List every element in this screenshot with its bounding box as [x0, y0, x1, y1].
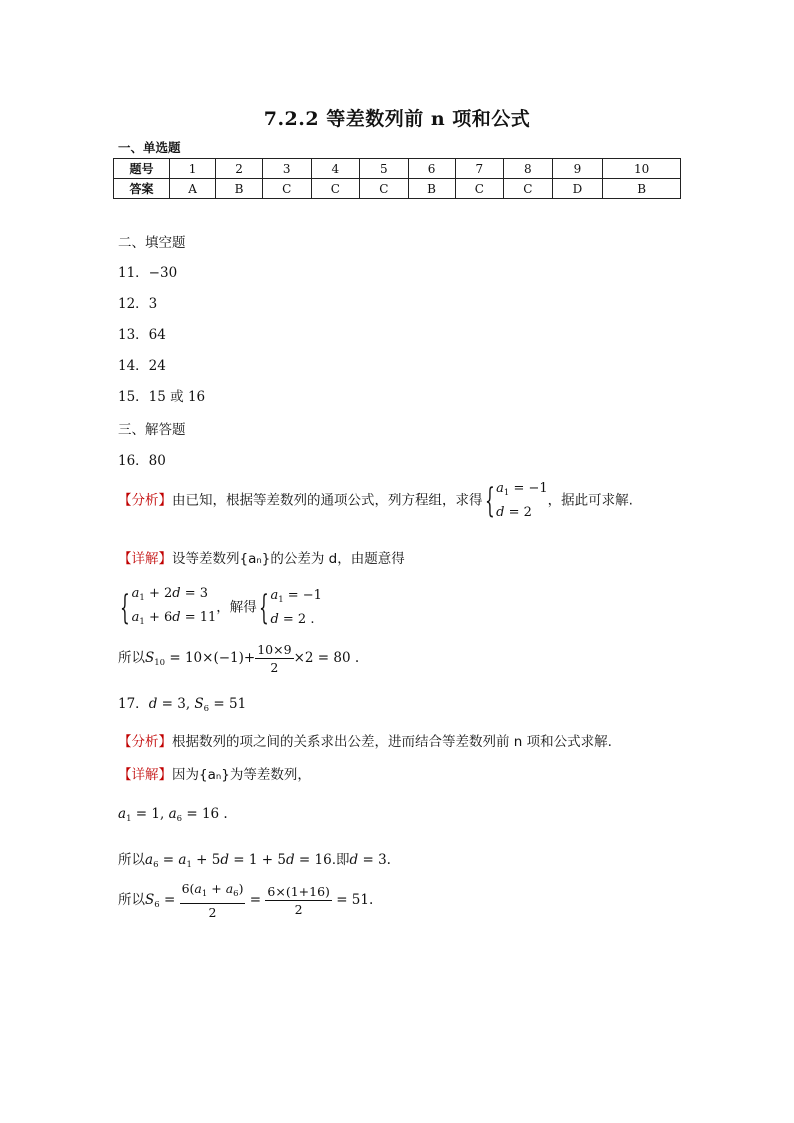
- table-cell: C: [311, 179, 360, 199]
- table-row-answers: [114, 179, 681, 199]
- analysis-tag: 【分析】: [118, 734, 172, 750]
- analysis-text: 根据数列的项之间的关系求出公差，进而结合等差数列前 n 项和公式求解.: [172, 734, 612, 750]
- table-cell: 6: [408, 159, 455, 179]
- table-cell: 4: [311, 159, 360, 179]
- q16-analysis: [118, 479, 633, 523]
- fraction: $\frac{6\times(1+16)}{2}$: [267, 884, 330, 917]
- table-cell: B: [216, 179, 263, 199]
- table-cell: 5: [360, 159, 409, 179]
- detail-tag: 【详解】: [118, 551, 172, 567]
- brace-icon: {: [484, 481, 495, 521]
- question-number: 17．: [118, 696, 149, 712]
- analysis-tag: 【分析】: [118, 492, 172, 509]
- equation-system: $a_1 = -1$ d = 2 .: [270, 588, 322, 627]
- section-heading-fill-blank: 二、填空题: [118, 235, 186, 251]
- q17-detail: [118, 763, 311, 783]
- brace-icon: {: [258, 588, 269, 628]
- detail-text: 因为{aₙ}为等差数列，: [172, 767, 311, 783]
- section-heading-single-choice: 一、单选题: [118, 140, 181, 155]
- q17-values: $a_1 = 1$, $a_6 = 16$ .: [118, 806, 228, 824]
- q17-sum: 所以$S_6$ = $\frac{6(a_1 + a_6)}{2}$ = $\frac{6\times(1+16)}{2}$ = 51.: [118, 881, 374, 920]
- answer-line-13: 13．64: [118, 327, 166, 343]
- table-cell: 1: [170, 159, 216, 179]
- so-word: 所以: [118, 650, 145, 666]
- q16-equations: [118, 584, 322, 632]
- answer-line-14: 14．24: [118, 358, 166, 374]
- table-cell: C: [455, 179, 504, 199]
- table-cell: C: [504, 179, 553, 199]
- equation-system: $a_1 = -1$ d = 2: [496, 481, 548, 520]
- q16-sum: 所以$S_{10} = 10\times(-1)+$ $\frac{10\times 9}{2}$ ×2 = 80 .: [118, 642, 360, 675]
- page-title: 7.2.2 等差数列前 n 项和公式: [263, 108, 531, 130]
- table-cell: 9: [552, 159, 603, 179]
- table-row-numbers: [114, 159, 681, 179]
- answer-line-12: 12．3: [118, 296, 158, 312]
- brace-icon: {: [119, 588, 130, 628]
- answer-line-17: 17．d = 3, $S_6 = 51$: [118, 696, 247, 714]
- q17-step: 所以$a_6 = a_1 + 5d = 1 + 5d = 16$.即d = 3.: [118, 852, 391, 870]
- answer-line-11: 11．−30: [118, 265, 178, 281]
- table-row-label: 答案: [114, 179, 170, 199]
- fraction: $\frac{10\times 9}{2}$: [257, 642, 292, 675]
- analysis-text: 由已知，根据等差数列的通项公式，列方程组，求得: [172, 492, 483, 509]
- section-heading-solutions: 三、解答题: [118, 422, 186, 438]
- so-word: 所以: [118, 892, 145, 908]
- table-cell: D: [552, 179, 603, 199]
- table-cell: C: [360, 179, 409, 199]
- q17-analysis: [118, 730, 612, 750]
- table-cell: 2: [216, 159, 263, 179]
- detail-text: 设等差数列{aₙ}的公差为 d，由题意得: [172, 551, 405, 567]
- table-cell: A: [170, 179, 216, 199]
- ji-word: .即: [331, 852, 350, 868]
- answer-table: [113, 158, 681, 199]
- solve-word: ，解得: [216, 599, 257, 616]
- table-cell: C: [262, 179, 311, 199]
- table-cell: 8: [504, 159, 553, 179]
- table-cell: 10: [603, 159, 681, 179]
- q16-detail: [118, 547, 405, 567]
- detail-tag: 【详解】: [118, 767, 172, 783]
- table-cell: 3: [262, 159, 311, 179]
- table-row-label: 题号: [114, 159, 170, 179]
- so-word: 所以: [118, 852, 145, 868]
- table-cell: 7: [455, 159, 504, 179]
- answer-line-16: 16．80: [118, 453, 166, 469]
- fraction: $\frac{6(a_1 + a_6)}{2}$: [181, 881, 244, 920]
- table-cell: B: [408, 179, 455, 199]
- equation-system: $a_1 + 2d = 3$ $a_1 + 6d = 11$: [131, 586, 217, 627]
- table-cell: B: [603, 179, 681, 199]
- answer-line-15: 15．15 或 16: [118, 389, 206, 405]
- analysis-end-text: ，据此可求解.: [547, 492, 633, 509]
